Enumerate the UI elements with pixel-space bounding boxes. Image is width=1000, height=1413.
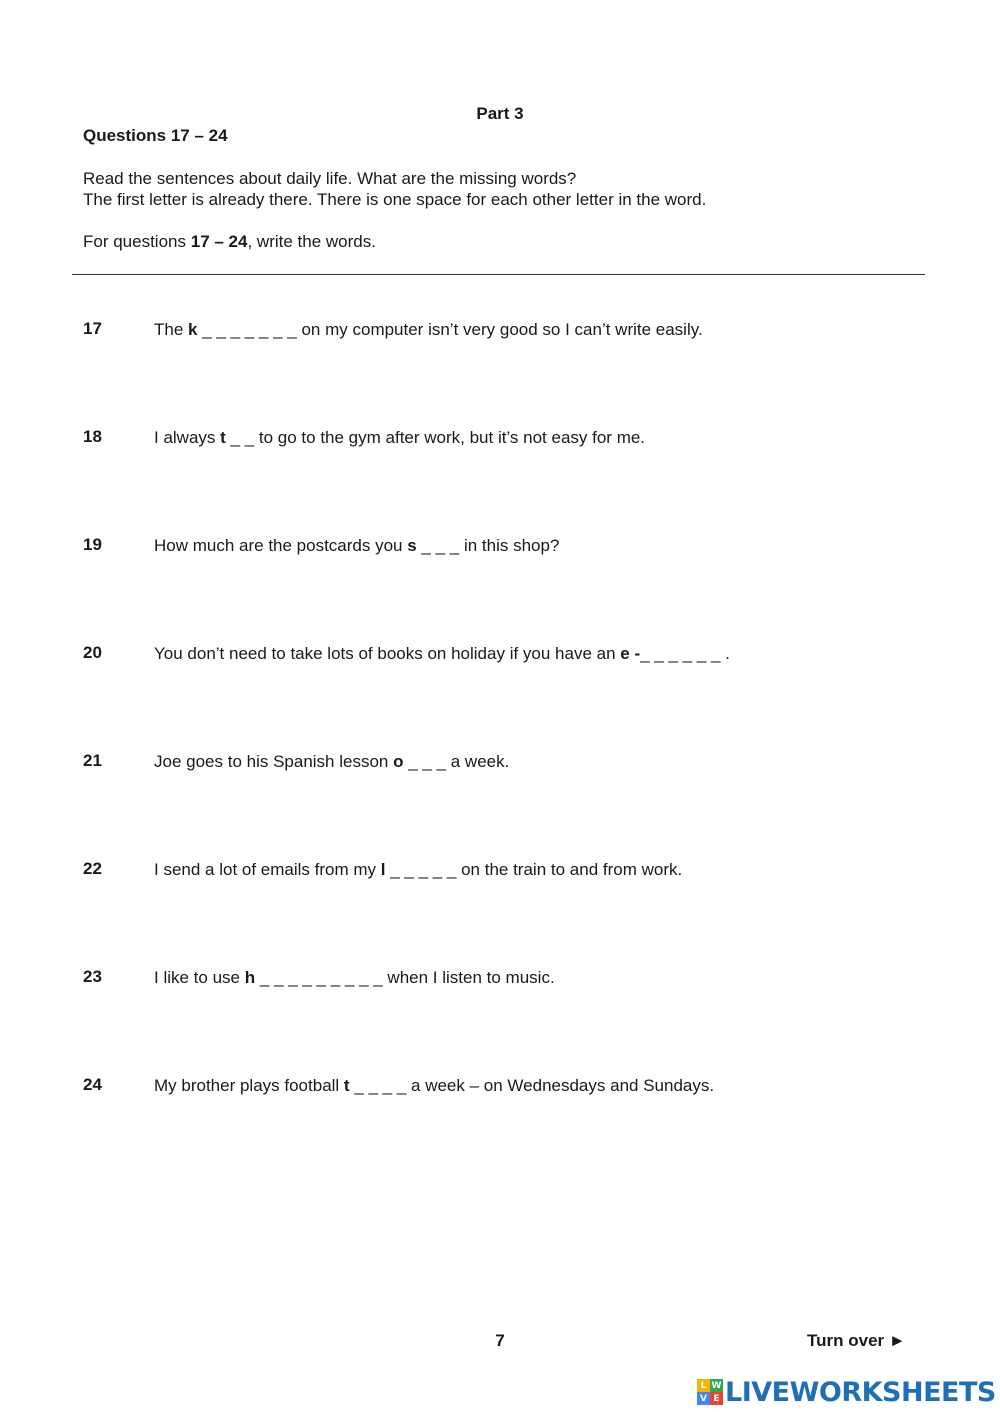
sentence-start: I always: [154, 428, 221, 447]
instruction-line-3: [83, 232, 376, 252]
sentence-end: _ _ _ _ _ on the train to and from work.: [385, 860, 683, 879]
first-letter: s: [407, 536, 417, 555]
liveworksheets-logo[interactable]: [697, 1376, 996, 1408]
question-number: 21: [83, 751, 102, 770]
sentence-end: _ _ _ _ a week – on Wednesdays and Sundays.: [349, 1076, 715, 1095]
sentence-start: You don’t need to take lots of books on holiday if you have an: [154, 644, 621, 663]
sentence-end: _ _ to go to the gym after work, but it’s not easy for me.: [225, 428, 646, 447]
instruction-question-range: 17 – 24: [190, 232, 248, 251]
liveworksheets-icon: [697, 1379, 723, 1405]
question-sentence: [154, 860, 682, 880]
sentence-start: I like to use: [154, 968, 245, 987]
instruction-line-3-post: , write the words.: [247, 232, 376, 251]
logo-text: LIVEWORKSHEETS: [725, 1376, 996, 1408]
instruction-line-1: Read the sentences about daily life. What are the missing words?: [83, 169, 577, 188]
question-sentence: [154, 536, 559, 556]
first-letter: o: [393, 752, 404, 771]
turn-over-label: Turn over ►: [807, 1331, 906, 1350]
question-number: 18: [83, 427, 102, 446]
sentence-start: I send a lot of emails from my: [154, 860, 381, 879]
question-sentence: [154, 752, 509, 772]
first-letter: e -: [620, 644, 641, 663]
first-letter: t: [343, 1076, 350, 1095]
sentence-start: My brother plays football: [154, 1076, 344, 1095]
first-letter: h: [244, 968, 256, 987]
first-letter: l: [380, 860, 386, 879]
logo-icon-cell: L: [697, 1379, 710, 1392]
sentence-start: Joe goes to his Spanish lesson: [154, 752, 394, 771]
instruction-line-2: The first letter is already there. There is one space for each other letter in the word.: [83, 190, 707, 209]
sentence-start: How much are the postcards you: [154, 536, 408, 555]
question-number: 23: [83, 967, 102, 986]
question-number: 19: [83, 535, 102, 554]
sentence-end: _ _ _ a week.: [403, 752, 510, 771]
logo-icon-cell: E: [710, 1392, 723, 1405]
logo-icon-cell: W: [711, 1380, 722, 1391]
divider: [72, 274, 925, 275]
sentence-end: _ _ _ in this shop?: [416, 536, 560, 555]
first-letter: k: [188, 320, 198, 339]
part-title: Part 3: [476, 104, 524, 123]
instruction-line-3-pre: For questions: [83, 232, 191, 251]
question-number: 20: [83, 643, 102, 662]
questions-heading: Questions 17 – 24: [83, 126, 228, 145]
question-sentence: [154, 428, 645, 448]
question-sentence: [154, 968, 555, 988]
question-sentence: [154, 1076, 714, 1096]
logo-icon-cell: V: [697, 1392, 710, 1405]
first-letter: t: [220, 428, 226, 447]
sentence-start: The: [154, 320, 189, 339]
sentence-end: _ _ _ _ _ _ _ on my computer isn’t very good so I can’t write easily.: [197, 320, 703, 339]
question-number: 22: [83, 859, 102, 878]
question-number: 24: [83, 1075, 102, 1094]
sentence-end: _ _ _ _ _ _ _ _ _ when I listen to music.: [255, 968, 555, 987]
sentence-end: _ _ _ _ _ _ .: [640, 644, 730, 663]
page-number: 7: [495, 1331, 505, 1350]
question-number: 17: [83, 319, 102, 338]
question-sentence: [154, 644, 730, 664]
question-sentence: [154, 320, 703, 340]
